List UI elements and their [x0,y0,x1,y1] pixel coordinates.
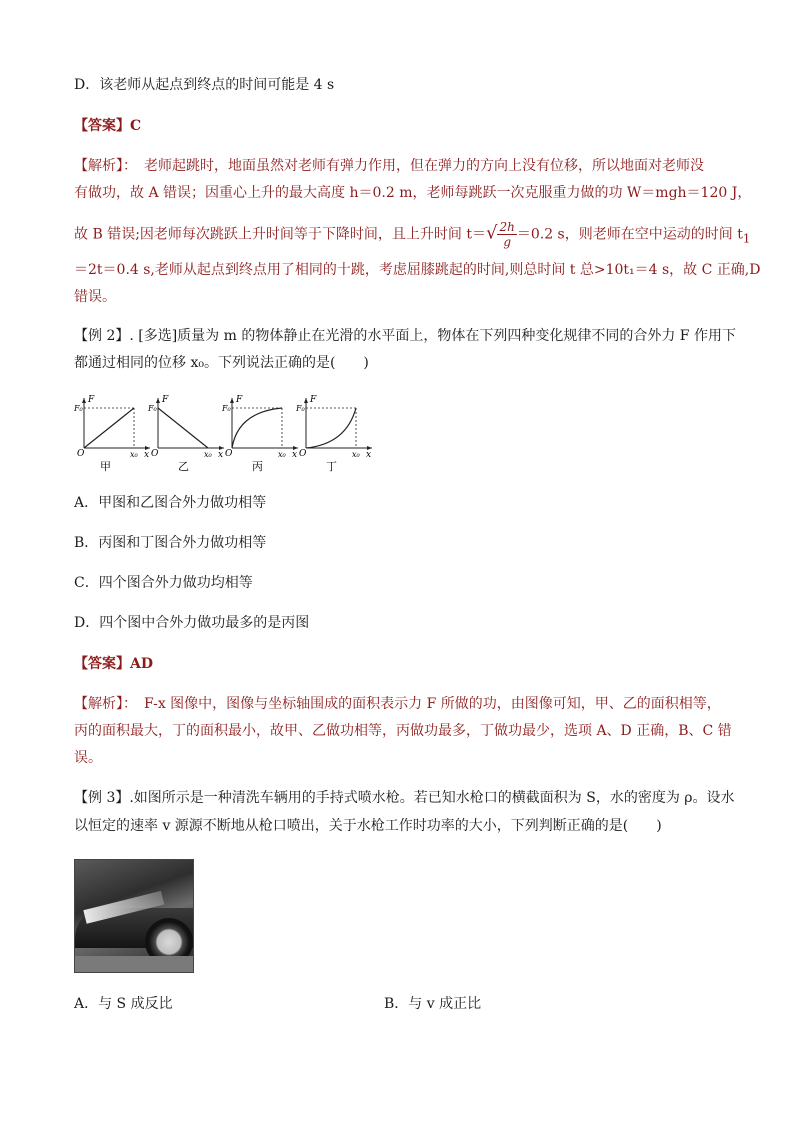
graph-ding-x-label: x [366,450,372,460]
example-2-line-2: 都通过相同的位移 x₀。下列说法正确的是( ) [74,355,369,371]
answer-2: 【答案】AD [74,656,154,672]
analysis-2-line-3: 误。 [74,750,102,766]
graph-yi-x-tick: x₀ [204,450,212,459]
graph-jia-x-tick: x₀ [130,450,138,459]
analysis-1-line-3 [74,220,750,249]
graph-ding-y-tick: F₀ [296,404,305,413]
example-3-option-a: A．与 S 成反比 [74,996,173,1012]
graph-yi-y-tick: F₀ [148,404,157,413]
sqrt-denominator: g [503,235,511,249]
graph-ding-y-label: F [310,395,317,405]
analysis-2-line-1: 【解析】： F-x 图像中，图像与坐标轴围成的面积表示力 F 所做的功，由图像可知，甲、乙的面积相等， [74,696,721,712]
example-3-option-b: B．与 v 成正比 [384,996,482,1012]
example-2-line-1 [74,326,736,346]
example-2-option-b: B．丙图和丁图合外力做功相等 [74,535,267,551]
graph-ding [296,394,376,474]
graph-jia-origin: O [77,449,85,459]
graph-yi-y-label: F [162,395,169,405]
analysis-1-line-2: 有做功，故 A 错误；因重心上升的最大高度 h＝0.2 m，老师每跳跃一次克服重力做的功 W＝mgh＝120 J， [74,185,752,201]
graph-bing-x-label: x [292,450,298,460]
water-gun-photo [74,859,194,973]
graph-yi-x-label: x [218,450,224,460]
analysis-1-line-5: 错误。 [74,289,116,305]
sqrt-fraction [497,220,516,249]
graph-bing [222,394,302,474]
graph-yi-origin: O [151,449,159,459]
graph-ding-origin: O [299,449,307,459]
graph-bing-origin: O [225,449,233,459]
option-d-previous: D．该老师从起点到终点的时间可能是 4 s [74,77,335,93]
ground [75,956,193,972]
answer-1: 【答案】C [74,118,142,134]
graph-jia-y-label: F [88,395,95,405]
sqrt-formula: √ $\frac{2h}{g}$ [485,220,515,249]
graph-bing-y-tick: F₀ [222,404,231,413]
graph-jia-x-label: x [144,450,150,460]
graph-ding-x-tick: x₀ [352,450,360,459]
example-2-option-c: C．四个图合外力做功均相等 [74,575,253,591]
example-2-option-a: A．甲图和乙图合外力做功相等 [74,495,267,511]
analysis-1-line-1: 【解析】： 老师起跳时，地面虽然对老师有弹力作用，但在弹力的方向上没有位移，所以地面对老师没 [74,158,704,174]
analysis-1-line-3a: 故 B 错误;因老师每次跳跃上升时间等于下降时间，且上升时间 t＝ [74,226,486,243]
analysis-1-line-3-sub: 1 [742,231,751,246]
example-2-text-1: 【例 2】. [多选]质量为 m 的物体静止在光滑的水平面上，物体在下列四种变化规律不同的合外力 F 作用下 [74,328,736,344]
graph-jia-y-tick: F₀ [74,404,83,413]
graph-bing-y-label: F [236,395,243,405]
graph-yi-caption: 乙 [178,460,189,473]
analysis-2-line-2: 丙的面积最大，丁的面积最小，故甲、乙做功相等，丙做功最多，丁做功最少，选项 A、D 正确，B、C 错 [74,723,732,739]
graph-bing-caption: 丙 [252,460,263,473]
analysis-1-line-4: ＝2t＝0.4 s,老师从起点到终点用了相同的十跳，考虑屈膝跳起的时间,则总时间 t 总>10t₁＝4 s，故 C 正确,D [74,262,761,278]
graph-yi [148,394,228,474]
graph-jia-caption: 甲 [100,460,111,473]
sqrt-numerator: 2h [499,220,515,234]
example-3-line-2: 以恒定的速率 v 源源不断地从枪口喷出，关于水枪工作时功率的大小，下列判断正确的是( ) [74,818,662,834]
graph-bing-x-tick: x₀ [278,450,286,459]
example-2-option-d: D．四个图中合外力做功最多的是丙图 [74,615,310,631]
analysis-1-line-3b: ＝0.2 s，则老师在空中运动的时间 t [516,226,743,243]
graph-jia [74,394,154,474]
graph-ding-caption: 丁 [326,460,337,473]
example-3-line-1: 【例 3】.如图所示是一种清洗车辆用的手持式喷水枪。若已知水枪口的横截面积为 S，水的密度为 ρ。设水 [74,790,735,806]
